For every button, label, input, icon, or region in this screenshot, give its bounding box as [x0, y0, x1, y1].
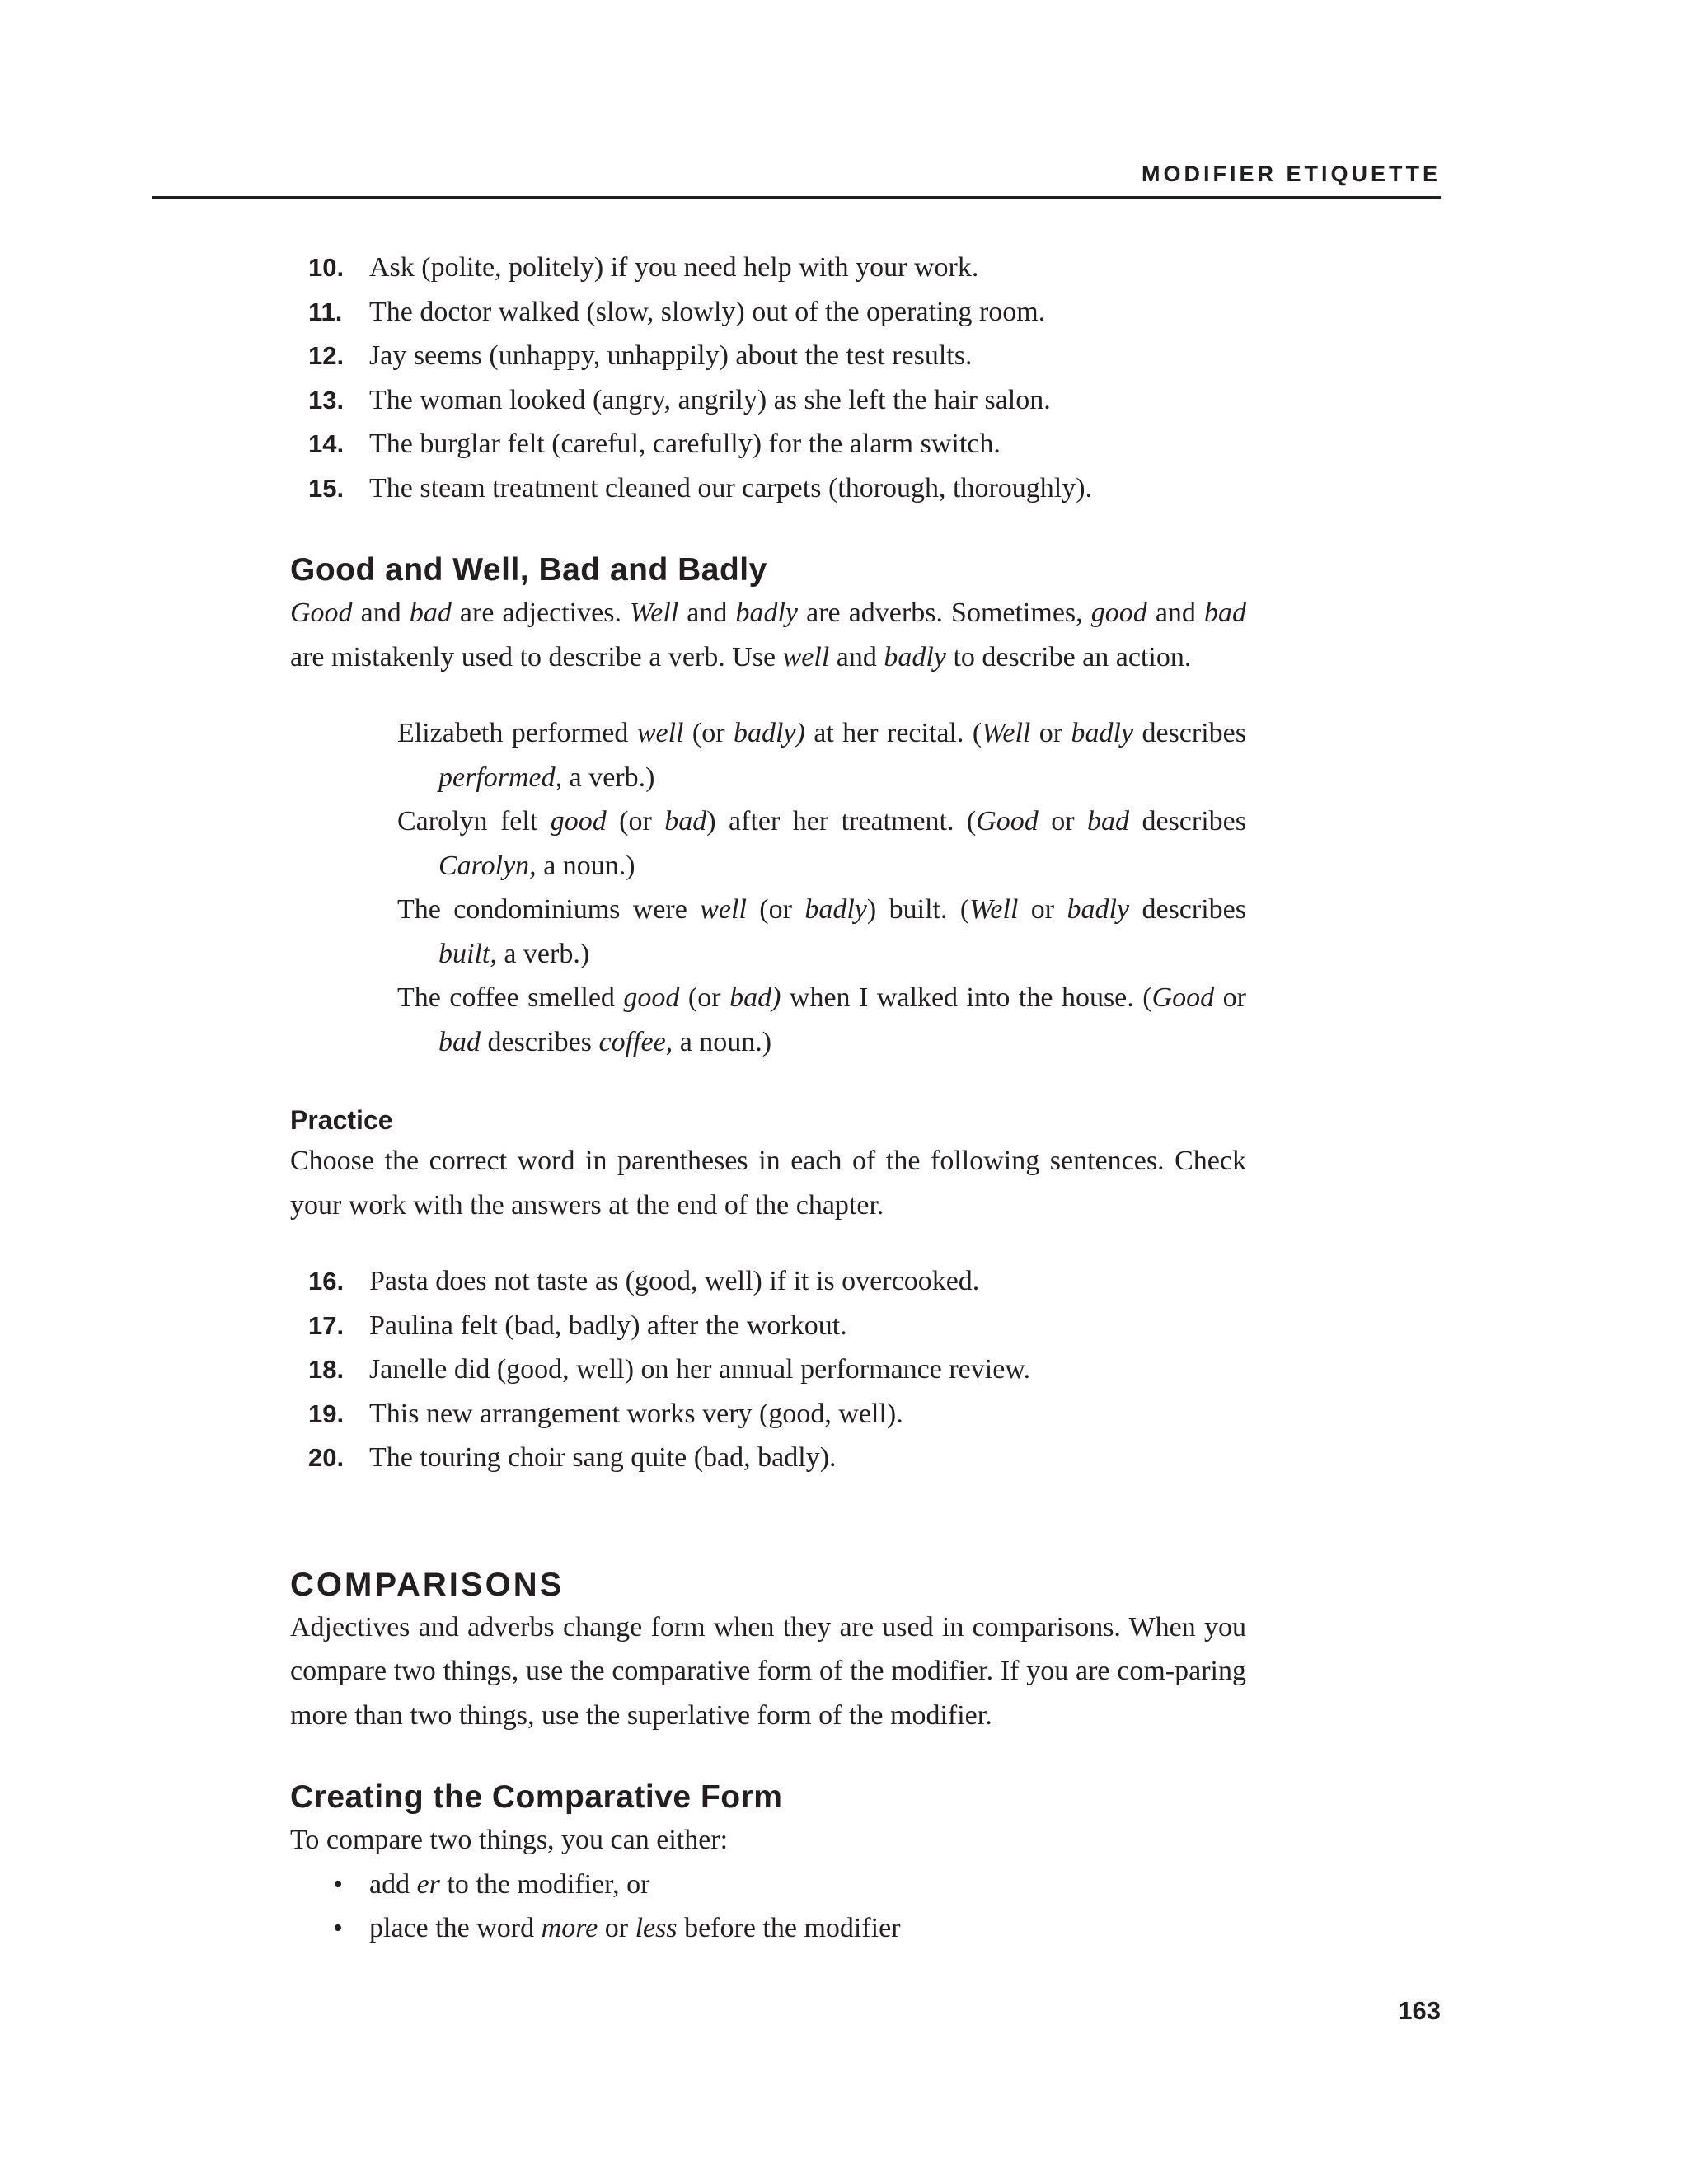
bullet-text: add er to the modifier, or — [369, 1868, 650, 1900]
emphasis-text: built, — [438, 938, 497, 969]
item-text: The touring choir sang quite (bad, badly). — [369, 1442, 837, 1473]
emphasis-text: badly — [1067, 894, 1130, 925]
emphasis-text: bad — [1204, 598, 1246, 628]
exercise-list-16-20 — [290, 1259, 1246, 1480]
item-text: Ask (polite, politely) if you need help with your work. — [369, 252, 979, 283]
item-number: 10. — [308, 253, 345, 282]
emphasis-text: good — [1090, 598, 1147, 628]
emphasis-text: bad — [438, 1026, 481, 1057]
example-sentence: The condominiums were well (or badly) built. (Well or badly describes built, a verb.) — [397, 894, 1246, 969]
item-number: 18. — [308, 1355, 345, 1384]
item-number: 11. — [308, 297, 343, 326]
emphasis-text: well — [636, 718, 684, 748]
emphasis-text: badly) — [733, 718, 805, 748]
item-text: Janelle did (good, well) on her annual performance review. — [369, 1354, 1031, 1385]
item-number: 12. — [308, 341, 345, 370]
emphasis-text: Well — [630, 598, 679, 628]
item-number: 14. — [308, 429, 345, 458]
bullet-icon: • — [333, 1868, 343, 1900]
bullet-icon: • — [333, 1913, 343, 1943]
item-text: The woman looked (angry, angrily) as she left the hair salon. — [369, 384, 1051, 415]
emphasis-text: badly — [735, 598, 799, 628]
emphasis-text: more — [541, 1913, 598, 1943]
emphasis-text: well — [700, 894, 747, 925]
emphasis-text: good — [623, 982, 680, 1013]
emphasis-text: bad — [409, 598, 452, 628]
bullet-text: place the word more or less before the modifier — [369, 1913, 901, 1943]
item-number: 15. — [308, 473, 345, 503]
bullet-item — [290, 1863, 1246, 1907]
running-head: MODIFIER ETIQUETTE — [1141, 162, 1441, 186]
emphasis-text: Good — [290, 598, 353, 628]
exercise-item — [290, 1259, 1246, 1304]
comparisons-body: Adjectives and adverbs change form when they are used in comparisons. When you compare two things, use the comparative form of the modifier. If you are com-paring more than two things, use the superlative form of the modifier. — [290, 1611, 1246, 1731]
exercise-item — [290, 334, 1246, 378]
emphasis-text: bad — [1087, 806, 1130, 837]
item-text: The steam treatment cleaned our carpets (thorough, thoroughly). — [369, 472, 1093, 504]
emphasis-text: badly — [1071, 718, 1134, 748]
emphasis-text: er — [416, 1868, 440, 1900]
exercise-item — [290, 1347, 1246, 1392]
section-heading-good-well: Good and Well, Bad and Badly — [290, 552, 767, 588]
emphasis-text: performed, — [438, 762, 563, 793]
item-number: 16. — [308, 1267, 345, 1296]
section-heading-comparative: Creating the Comparative Form — [290, 1779, 783, 1815]
item-text: This new arrangement works very (good, well). — [369, 1398, 903, 1429]
emphasis-text: bad) — [729, 982, 781, 1013]
example-sentences — [397, 711, 1246, 1064]
emphasis-text: coffee, — [598, 1026, 673, 1057]
emphasis-text: Well — [969, 894, 1019, 925]
exercise-item — [290, 1304, 1246, 1348]
emphasis-text: Well — [982, 718, 1031, 748]
exercise-item — [290, 466, 1246, 511]
bullet-item — [290, 1906, 1246, 1951]
example-sentence: The coffee smelled good (or bad) when I walked into the house. (Good or bad describes coffee, a noun.) — [397, 982, 1246, 1057]
item-number: 19. — [308, 1399, 345, 1428]
practice-heading: Practice — [290, 1105, 393, 1135]
exercise-item — [290, 1392, 1246, 1436]
emphasis-text: good — [550, 806, 607, 837]
emphasis-text: badly — [804, 894, 867, 925]
comparative-bullets — [290, 1863, 1246, 1951]
item-number: 13. — [308, 385, 345, 415]
emphasis-text: less — [635, 1913, 678, 1943]
exercise-item — [290, 378, 1246, 423]
emphasis-text: Carolyn, — [438, 850, 537, 881]
example-sentence: Carolyn felt good (or bad) after her treatment. (Good or bad describes Carolyn, a noun.) — [397, 806, 1246, 881]
header-rule — [152, 196, 1441, 199]
item-text: Jay seems (unhappy, unhappily) about the test results. — [369, 340, 973, 371]
emphasis-text: bad — [664, 806, 707, 837]
emphasis-text: well — [782, 641, 830, 673]
exercise-item — [290, 246, 1246, 290]
emphasis-text: badly — [884, 641, 946, 673]
comparative-intro: To compare two things, you can either: — [290, 1825, 729, 1855]
item-number: 17. — [308, 1310, 345, 1340]
item-text: Paulina felt (bad, badly) after the workout. — [369, 1310, 847, 1341]
practice-instructions: Choose the correct word in parentheses in each of the following sentences. Check your work with the answers at the end of the chapter. — [290, 1146, 1246, 1221]
emphasis-text: Good — [1151, 982, 1215, 1013]
good-well-intro: Good and bad are adjectives. Well and badly are adverbs. Sometimes, good and bad are mistakenly used to describe a verb. Use well and badly to describe an action. — [290, 598, 1246, 673]
exercise-item — [290, 1436, 1246, 1480]
item-number: 20. — [308, 1443, 345, 1472]
exercise-item — [290, 290, 1246, 335]
item-text: The burglar felt (careful, carefully) for the alarm switch. — [369, 429, 1001, 459]
exercise-item — [290, 422, 1246, 466]
exercise-list-10-15 — [290, 246, 1246, 510]
item-text: Pasta does not taste as (good, well) if it is overcooked. — [369, 1266, 980, 1296]
example-sentence: Elizabeth performed well (or badly) at her recital. (Well or badly describes performed, a verb.) — [397, 718, 1246, 793]
page-content — [290, 246, 1246, 1951]
item-text: The doctor walked (slow, slowly) out of the operating room. — [369, 296, 1046, 327]
section-heading-comparisons: COMPARISONS — [290, 1566, 565, 1603]
emphasis-text: Good — [976, 806, 1039, 837]
page-number: 163 — [1398, 1996, 1441, 2025]
